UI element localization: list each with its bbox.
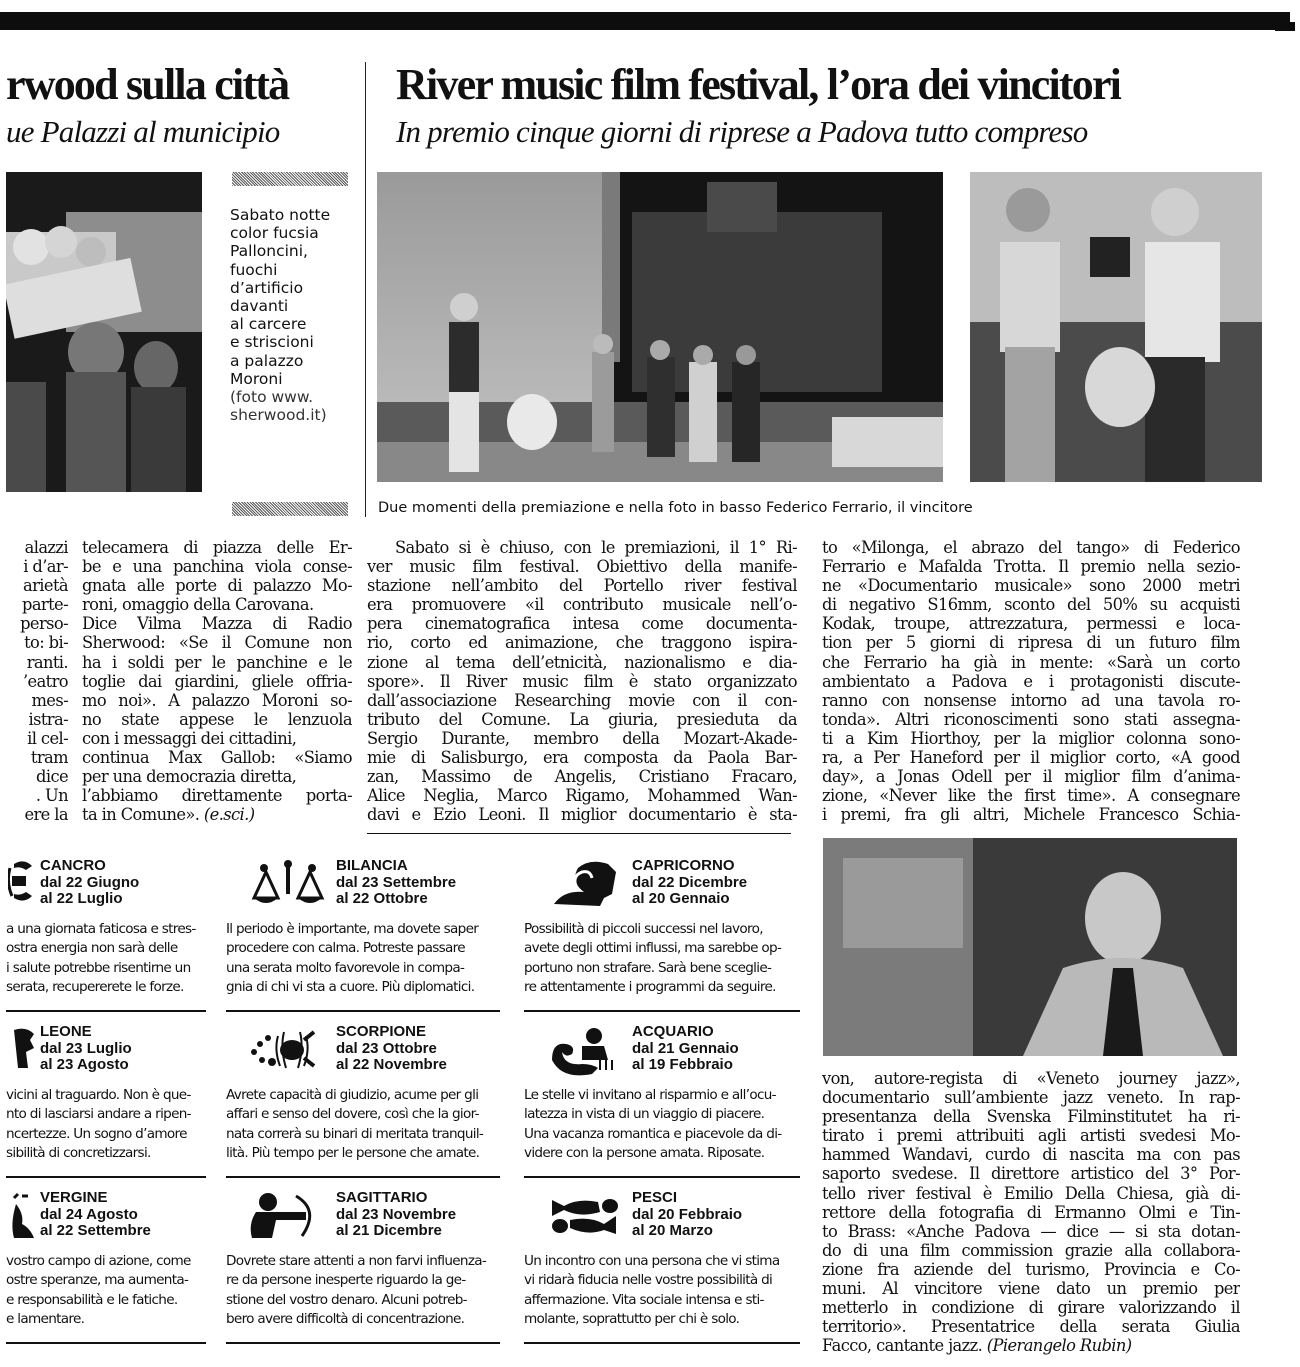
text-line-content: per una democrazia diretta, xyxy=(82,767,297,787)
horoscope-to: al 22 Luglio xyxy=(40,890,123,907)
page-top-rule xyxy=(0,12,1290,30)
horoscope-text-line: Un incontro con una persona che vi stima xyxy=(524,1253,780,1269)
horoscope-text-line: e responsabilità e le fatiche. xyxy=(6,1291,178,1308)
text-line xyxy=(822,767,1240,786)
award-photo-image xyxy=(970,172,1262,482)
horoscope-text-line: serata, recupererete le forze. xyxy=(6,978,184,995)
horoscope-text xyxy=(6,1252,212,1329)
horoscope-sign: VERGINE xyxy=(40,1190,108,1206)
main-headline-box xyxy=(396,60,1296,112)
horoscope-to: al 21 Dicembre xyxy=(336,1222,442,1239)
text-line xyxy=(82,653,352,672)
left-cut-column xyxy=(6,538,68,824)
horoscope-entry-cancro xyxy=(6,858,212,1016)
text-line-content: ranno con nonsense intorno ad una tavola ro- xyxy=(822,690,1240,710)
text-line xyxy=(82,786,352,805)
horoscope-sign: BILANCIA xyxy=(336,858,408,874)
text-line xyxy=(822,1336,1240,1355)
text-line-content: tello river festival è Emilio Della Chiesa, già di- xyxy=(822,1183,1240,1203)
caption-line: a palazzo xyxy=(230,351,304,370)
text-line xyxy=(822,1145,1240,1164)
text-line-content: dall’associazione Researching movie con il con- xyxy=(367,690,797,710)
text-line xyxy=(82,557,352,576)
text-line-content: mo noi». A palazzo Moroni so- xyxy=(82,690,352,710)
text-line xyxy=(367,786,797,805)
text-line xyxy=(6,786,68,805)
capricorn-icon xyxy=(546,858,628,910)
horoscope-text xyxy=(226,1252,506,1329)
horoscope-to: al 22 Ottobre xyxy=(336,890,428,907)
text-line-content: zione al tema dell’etnicità, nazionalismo e dia- xyxy=(367,652,797,672)
text-line xyxy=(6,614,68,633)
text-line xyxy=(822,748,1240,767)
text-line-content: il cel- xyxy=(27,728,68,748)
text-line-content: Sabato si è chiuso, con le premiazioni, il 1° Ri- xyxy=(395,538,797,557)
protest-photo-image xyxy=(6,172,202,492)
horoscope-sign: CAPRICORNO xyxy=(632,858,735,874)
text-line xyxy=(82,805,352,824)
horoscope-text-line: re attentamente i programmi da seguire. xyxy=(524,978,776,995)
text-line xyxy=(367,538,797,557)
horoscope-text xyxy=(524,1252,806,1329)
horoscope-text xyxy=(6,1086,212,1163)
horoscope-text-line: i salute potrebbe risentirne un xyxy=(6,959,191,976)
text-line-content: zan, Massimo de Angelis, Cristiano Fracaro, xyxy=(367,767,797,787)
text-line-content: toglie dai giardini, gliele offria- xyxy=(82,671,352,691)
horoscope-sign: LEONE xyxy=(40,1024,92,1040)
text-line-content: parte- xyxy=(22,595,68,615)
sagittarius-icon xyxy=(248,1190,330,1242)
horoscope-text-line: stione del vostro denaro. Alcuni potreb- xyxy=(226,1291,467,1308)
text-line-content: spore». Il River music film è stato organizzato xyxy=(367,671,797,691)
horoscope-text xyxy=(524,1086,806,1163)
text-line-content: documentario sull’ambiente jazz veneto. In rap- xyxy=(822,1088,1240,1108)
text-line-content: davi e Ezio Leoni. Il miglior documentario è sta- xyxy=(367,805,797,825)
text-line-content: day», a Jonas Odell per il miglior film d’anima- xyxy=(822,767,1240,787)
text-line-content: ne «Documentario musicale» sono 2000 metri xyxy=(822,576,1240,596)
text-line-content: zione fra aziende del turismo, Provincia e Co- xyxy=(822,1259,1240,1279)
horoscope-to: al 20 Marzo xyxy=(632,1222,713,1239)
text-line xyxy=(822,576,1240,595)
pisces-icon xyxy=(546,1190,628,1242)
horoscope-divider xyxy=(6,1342,206,1344)
text-line-content: Facco, cantante jazz. xyxy=(822,1336,983,1356)
text-line xyxy=(6,805,68,824)
text-line xyxy=(6,710,68,729)
text-line xyxy=(367,691,797,710)
text-line xyxy=(822,633,1240,652)
text-line xyxy=(367,557,797,576)
left-article-column xyxy=(82,538,352,824)
main-article-column-2 xyxy=(822,538,1240,824)
horoscope-text-line: una serata molto favorevole in compa- xyxy=(226,959,465,976)
horoscope-from: dal 22 Giugno xyxy=(40,873,140,891)
text-line-content: l’abbiamo direttamente porta- xyxy=(82,786,352,806)
text-line xyxy=(822,1069,1240,1088)
text-line-content: hammed Wandavi, curdo di nascita ma con pas xyxy=(822,1145,1240,1165)
text-line xyxy=(82,729,352,748)
text-line xyxy=(822,1298,1240,1317)
horoscope-heading xyxy=(336,1190,506,1240)
horoscope-from: dal 22 Dicembre xyxy=(632,873,748,891)
left-subhead-box xyxy=(6,113,356,155)
horoscope-heading xyxy=(632,1024,806,1074)
byline: (e.sci.) xyxy=(203,805,255,825)
horoscope-to: al 22 Settembre xyxy=(40,1222,151,1239)
horoscope-text xyxy=(226,920,506,997)
text-line-content: ambientato a Padova e i protagonisti discute- xyxy=(822,671,1240,691)
main-headline: River music film festival, l’ora dei vincitori xyxy=(396,60,1121,109)
horoscope-entry-vergine xyxy=(6,1190,212,1348)
text-line-content: perso- xyxy=(20,614,68,634)
text-line-content: telecamera di piazza delle Er- xyxy=(82,538,352,557)
horoscope-from: dal 20 Febbraio xyxy=(632,1205,743,1223)
text-line xyxy=(6,767,68,786)
text-line-content: to: bi- xyxy=(24,633,68,653)
caption-line: e striscioni xyxy=(230,333,314,352)
left-photo-protest xyxy=(6,172,202,492)
text-line-content: continua Max Gallob: «Siamo xyxy=(82,748,352,768)
caption-line: al carcere xyxy=(230,315,307,334)
text-line-content: muni. Al vincitore viene dato un premio per xyxy=(822,1279,1240,1299)
text-line-content: ti a Kim Hiorthoy, per la miglior colonna sono- xyxy=(822,728,1240,748)
horoscope-text-line: ncertezze. Un sogno d’amore xyxy=(6,1125,187,1142)
caption-ornament-top xyxy=(232,172,348,186)
text-line xyxy=(6,538,68,557)
text-line xyxy=(367,633,797,652)
horoscope-text-line: gnia di chi vi sta a cuore. Più diplomatici. xyxy=(226,978,475,995)
text-line-content: Kodak, troupe, attrezzatura, permessi e loca- xyxy=(822,614,1240,634)
left-headline-box xyxy=(6,60,356,112)
text-line-content: do di una film commission grazie alla collabora- xyxy=(822,1240,1240,1260)
text-line xyxy=(822,557,1240,576)
horoscope-text-line: Il periodo è importante, ma dovete saper xyxy=(226,921,479,937)
text-line xyxy=(822,653,1240,672)
horoscope-text-line: portuno non strafare. Sarà bene sceglie- xyxy=(524,959,772,976)
horoscope-text-line: procedere con calma. Potreste passare xyxy=(226,940,465,957)
text-line-content: alazzi xyxy=(24,538,68,557)
text-line xyxy=(367,672,797,691)
text-line-content: be e una panchina viola conse- xyxy=(82,557,352,577)
horoscope-to: al 20 Gennaio xyxy=(632,890,730,907)
horoscope-text-line: re da persone inesperte riguardo la ge- xyxy=(226,1272,466,1289)
caption-ornament-bottom xyxy=(232,502,348,516)
text-line-content: roni, omaggio della Carovana. xyxy=(82,595,314,615)
text-line xyxy=(822,1107,1240,1126)
horoscope-from: dal 24 Agosto xyxy=(40,1205,138,1223)
text-line-content: Dice Vilma Mazza di Radio xyxy=(82,614,352,634)
horoscope-text-line: a una giornata faticosa e stres- xyxy=(6,921,196,937)
main-photo-stage xyxy=(377,172,943,482)
text-line-content: tirato i premi attribuiti agli artisti svedesi Mo- xyxy=(822,1126,1240,1146)
horoscope-heading xyxy=(40,858,212,908)
text-line xyxy=(822,595,1240,614)
text-line xyxy=(82,748,352,767)
text-line xyxy=(6,748,68,767)
page-top-rule-tip xyxy=(1275,22,1295,31)
horoscope-text-line: ostra energia non sarà delle xyxy=(6,940,178,957)
text-line-content: . Un xyxy=(35,786,68,806)
horoscope-sign: SAGITTARIO xyxy=(336,1190,428,1206)
horoscope-text-line: avete degli ottimi influssi, ma sarebbe op- xyxy=(524,940,782,957)
text-line xyxy=(6,691,68,710)
horoscope-divider xyxy=(6,1010,206,1012)
text-line xyxy=(822,805,1240,824)
horoscope-divider xyxy=(524,1010,800,1012)
text-line-content: mes- xyxy=(31,690,68,710)
text-line-content: ver music film festival. Obiettivo della manife- xyxy=(367,557,797,577)
text-line xyxy=(367,805,797,824)
horoscope-text-line: bero avere difficoltà di concentrazione. xyxy=(226,1310,465,1327)
text-line-content: ranti. xyxy=(26,652,68,672)
text-line xyxy=(82,710,352,729)
winner-portrait-photo xyxy=(823,838,1237,1056)
main-article-column-3 xyxy=(822,1069,1240,1355)
credit-line: sherwood.it) xyxy=(230,406,327,425)
text-line xyxy=(367,653,797,672)
text-line xyxy=(82,595,352,614)
text-line-content: von, autore-regista di «Veneto journey jazz», xyxy=(822,1069,1240,1088)
main-subhead: In premio cinque giorni di riprese a Padova tutto compreso xyxy=(396,114,1088,149)
text-line xyxy=(367,576,797,595)
text-line xyxy=(822,1164,1240,1183)
horoscope-entry-bilancia xyxy=(226,858,506,1016)
horoscope-divider xyxy=(226,1176,500,1178)
text-line xyxy=(367,748,797,767)
text-line xyxy=(822,1279,1240,1298)
text-line xyxy=(822,1203,1240,1222)
horoscope-text-line: vicini al traguardo. Non è que- xyxy=(6,1087,191,1103)
column-end-rule xyxy=(367,833,791,834)
text-line-content: con i messaggi dei cittadini, xyxy=(82,728,297,748)
horoscope-text-line: Una vacanza romantica e piacevole da di- xyxy=(524,1125,782,1142)
horoscope-text-line: latezza in vista di un viaggio di piacere. xyxy=(524,1106,765,1123)
horoscope-text-line: ostre speranze, ma aumenta- xyxy=(6,1272,189,1289)
caption-line: davanti xyxy=(230,297,289,316)
text-line-content: i premi, fra gli altri, Michele Francesco Schia- xyxy=(822,805,1240,825)
text-line xyxy=(6,653,68,672)
text-line xyxy=(822,1088,1240,1107)
horoscope-text-line: Dovrete stare attenti a non farvi influenza- xyxy=(226,1253,487,1269)
left-photo-caption xyxy=(230,206,360,424)
text-line-content: saporto svedese. Il direttore artistico del 3° Por- xyxy=(822,1164,1240,1184)
caption-line: d’artificio xyxy=(230,278,304,297)
text-line-content: di negativo S16mm, sconto del 50% su acquisti xyxy=(822,595,1240,615)
horoscope-sign: SCORPIONE xyxy=(336,1024,427,1040)
left-headline-fragment: rwood sulla città xyxy=(6,60,289,109)
text-line-content: tram xyxy=(30,748,68,768)
text-line-content: tributo del Comune. La giuria, presieduta da xyxy=(367,709,797,729)
horoscope-entry-leone xyxy=(6,1024,212,1182)
text-line xyxy=(822,1260,1240,1279)
horoscope-text-line: affari e senso del dovere, così che la gior- xyxy=(226,1106,479,1123)
horoscope-text xyxy=(226,1086,506,1163)
horoscope-sign: ACQUARIO xyxy=(632,1024,714,1040)
horoscope-text xyxy=(6,920,212,997)
text-line xyxy=(822,710,1240,729)
horoscope-to: al 23 Agosto xyxy=(40,1056,129,1073)
main-photo-award xyxy=(970,172,1262,482)
horoscope-text-line: e lamentare. xyxy=(6,1310,85,1327)
text-line-content: istra- xyxy=(28,709,68,729)
text-line-content: Alice Neglia, Marco Rigamo, Mohammed Wan- xyxy=(367,786,797,806)
text-line xyxy=(822,672,1240,691)
horoscope-text-line: nata correrà su binari di meritata tranquil- xyxy=(226,1125,484,1142)
text-line-content: presentanza della Svenska Filminstitutet ha ri- xyxy=(822,1107,1240,1127)
horoscope-entry-acquario xyxy=(524,1024,806,1182)
text-line xyxy=(822,614,1240,633)
caption-line: fuochi xyxy=(230,260,278,279)
horoscope-text-line: sibilità di concretizzarsi. xyxy=(6,1144,151,1161)
horoscope-divider xyxy=(524,1342,800,1344)
text-line xyxy=(367,614,797,633)
horoscope-heading xyxy=(632,858,806,908)
caption-line: Palloncini, xyxy=(230,242,308,261)
text-line-content: era promuovere «il contributo musicale nell’o- xyxy=(367,595,797,615)
text-line xyxy=(82,614,352,633)
text-line xyxy=(367,710,797,729)
column-divider xyxy=(365,62,366,517)
main-subhead-box xyxy=(396,113,1296,155)
stage-photo-image xyxy=(377,172,943,482)
text-line-content: Sergio Durante, membro della Mozart-Akade- xyxy=(367,728,797,748)
horoscope-to: al 19 Febbraio xyxy=(632,1056,733,1073)
horoscope-divider xyxy=(524,1176,800,1178)
horoscope-to: al 22 Novembre xyxy=(336,1056,447,1073)
text-line xyxy=(6,595,68,614)
caption-line: Sabato notte xyxy=(230,206,331,224)
text-line xyxy=(367,595,797,614)
text-line-content: dice xyxy=(36,767,68,787)
byline: (Pierangelo Rubin) xyxy=(986,1336,1132,1356)
text-line-content: to Brass: «Anche Padova — dice — si sta dotan- xyxy=(822,1221,1240,1241)
horoscope-text-line: nto di lasciarsi andare a ripen- xyxy=(6,1106,191,1123)
horoscope-entry-sagittario xyxy=(226,1190,506,1348)
horoscope-from: dal 23 Ottobre xyxy=(336,1039,437,1057)
horoscope-text-line: Avrete capacità di giudizio, acume per gli xyxy=(226,1087,479,1103)
text-line-content: ra, a Per Haneford per il miglior corto, «A good xyxy=(822,748,1240,768)
text-line xyxy=(822,1317,1240,1336)
horoscope-text-line: lità. Più tempo per le persone che amate. xyxy=(226,1144,480,1161)
photo-credit xyxy=(230,388,360,424)
text-line-content: stazione nell’ambito del Portello river festival xyxy=(367,576,797,596)
text-line-content: rio, corto ed animazione, che traggono ispira- xyxy=(367,633,797,653)
text-line-content: zione, «Never like the first time». A consegnare xyxy=(822,786,1240,806)
text-line-content: arietà xyxy=(23,576,68,596)
text-line xyxy=(822,1222,1240,1241)
horoscope-heading xyxy=(40,1024,212,1074)
horoscope-divider xyxy=(226,1342,500,1344)
aquarius-icon xyxy=(546,1024,628,1076)
text-line xyxy=(6,633,68,652)
text-line-content: ’eatro xyxy=(22,671,68,691)
caption-line: color fucsia xyxy=(230,224,319,243)
horoscope-text-line: molante, soprattutto per chi è solo. xyxy=(524,1310,740,1327)
text-line xyxy=(82,672,352,691)
horoscope-heading xyxy=(632,1190,806,1240)
text-line-content: to «Milonga, el abrazo del tango» di Federico xyxy=(822,538,1240,557)
text-line-content: ha i soldi per le panchine e le xyxy=(82,652,352,672)
text-line-content: Sherwood: «Se il Comune non xyxy=(82,633,352,653)
main-photo-caption: Due momenti della premiazione e nella foto in basso Federico Ferrario, il vincitore xyxy=(378,500,973,516)
text-line xyxy=(822,538,1240,557)
horoscope-divider xyxy=(226,1010,500,1012)
horoscope-text-line: Le stelle vi invitano al risparmio e all’ocu- xyxy=(524,1087,776,1103)
text-line-content: Ferrario e Mafalda Trotta. Il premio nella sezio- xyxy=(822,557,1240,577)
text-line xyxy=(6,557,68,576)
text-line xyxy=(822,786,1240,805)
text-line-content: ere la xyxy=(24,805,68,825)
text-line-content: gnata alle porte di palazzo Mo- xyxy=(82,576,352,596)
text-line-content: che Ferrario ha già in mente: «Sarà un corto xyxy=(822,652,1240,672)
portrait-photo-image xyxy=(823,838,1237,1056)
horoscope-from: dal 23 Luglio xyxy=(40,1039,132,1057)
text-line xyxy=(6,672,68,691)
text-line xyxy=(82,633,352,652)
horoscope-sign: PESCI xyxy=(632,1190,678,1206)
left-subhead-fragment: ue Palazzi al municipio xyxy=(6,114,280,149)
text-line xyxy=(82,576,352,595)
text-line xyxy=(822,691,1240,710)
text-line xyxy=(367,767,797,786)
text-line xyxy=(822,729,1240,748)
text-line-content: tonda». Altri riconoscimenti sono stati assegna- xyxy=(822,709,1240,729)
horoscope-entry-capricorno xyxy=(524,858,806,1016)
text-line xyxy=(6,576,68,595)
text-line xyxy=(367,729,797,748)
text-line-content: no state appese le lenzuola xyxy=(82,709,352,729)
text-line xyxy=(822,1126,1240,1145)
horoscope-divider xyxy=(6,1176,206,1178)
text-line xyxy=(6,729,68,748)
horoscope-entry-pesci xyxy=(524,1190,806,1348)
horoscope-text-line: vi ridarà fiducia nelle vostre possibilità di xyxy=(524,1272,773,1289)
text-line-content: tion per 5 giorni di ripresa di un futuro film xyxy=(822,633,1240,653)
text-line xyxy=(822,1184,1240,1203)
credit-line: (foto www. xyxy=(230,388,314,407)
text-line xyxy=(82,538,352,557)
scorpio-icon xyxy=(248,1024,330,1076)
text-line-content: metterlo in condizione di girare valorizzando il xyxy=(822,1298,1240,1318)
text-line-content: i d’ar- xyxy=(23,557,68,577)
text-line xyxy=(822,1241,1240,1260)
caption-line: Moroni xyxy=(230,369,283,388)
text-line-content: rettore della fotografia di Ermanno Olmi e Tin- xyxy=(822,1202,1240,1222)
horoscope-from: dal 23 Settembre xyxy=(336,873,457,891)
horoscope-heading xyxy=(336,858,506,908)
horoscope-from: dal 21 Gennaio xyxy=(632,1039,739,1057)
horoscope-from: dal 23 Novembre xyxy=(336,1205,457,1223)
text-line xyxy=(82,767,352,786)
horoscope-sign: CANCRO xyxy=(40,858,106,874)
text-line-content: pera cinematografica intesa come documenta- xyxy=(367,614,797,634)
horoscope-text xyxy=(524,920,806,997)
text-line-content: mie di Salisburgo, era composta da Paola Bar- xyxy=(367,748,797,768)
main-article-column-1 xyxy=(367,538,797,824)
horoscope-text-line: vostro campo di azione, come xyxy=(6,1253,191,1269)
horoscope-text-line: Possibilità di piccoli successi nel lavoro, xyxy=(524,921,763,937)
horoscope-entry-scorpione xyxy=(226,1024,506,1182)
libra-icon xyxy=(248,858,330,910)
text-line xyxy=(82,691,352,710)
horoscope-text-line: videre con la persone amata. Riposate. xyxy=(524,1144,765,1161)
text-line-content: territorio». Presentatrice della serata Giulia xyxy=(822,1317,1240,1337)
text-line-content: ta in Comune». xyxy=(82,805,200,825)
horoscope-text-line: affermazione. Vita sociale intensa e sti- xyxy=(524,1291,764,1308)
horoscope-heading xyxy=(336,1024,506,1074)
horoscope-heading xyxy=(40,1190,212,1240)
